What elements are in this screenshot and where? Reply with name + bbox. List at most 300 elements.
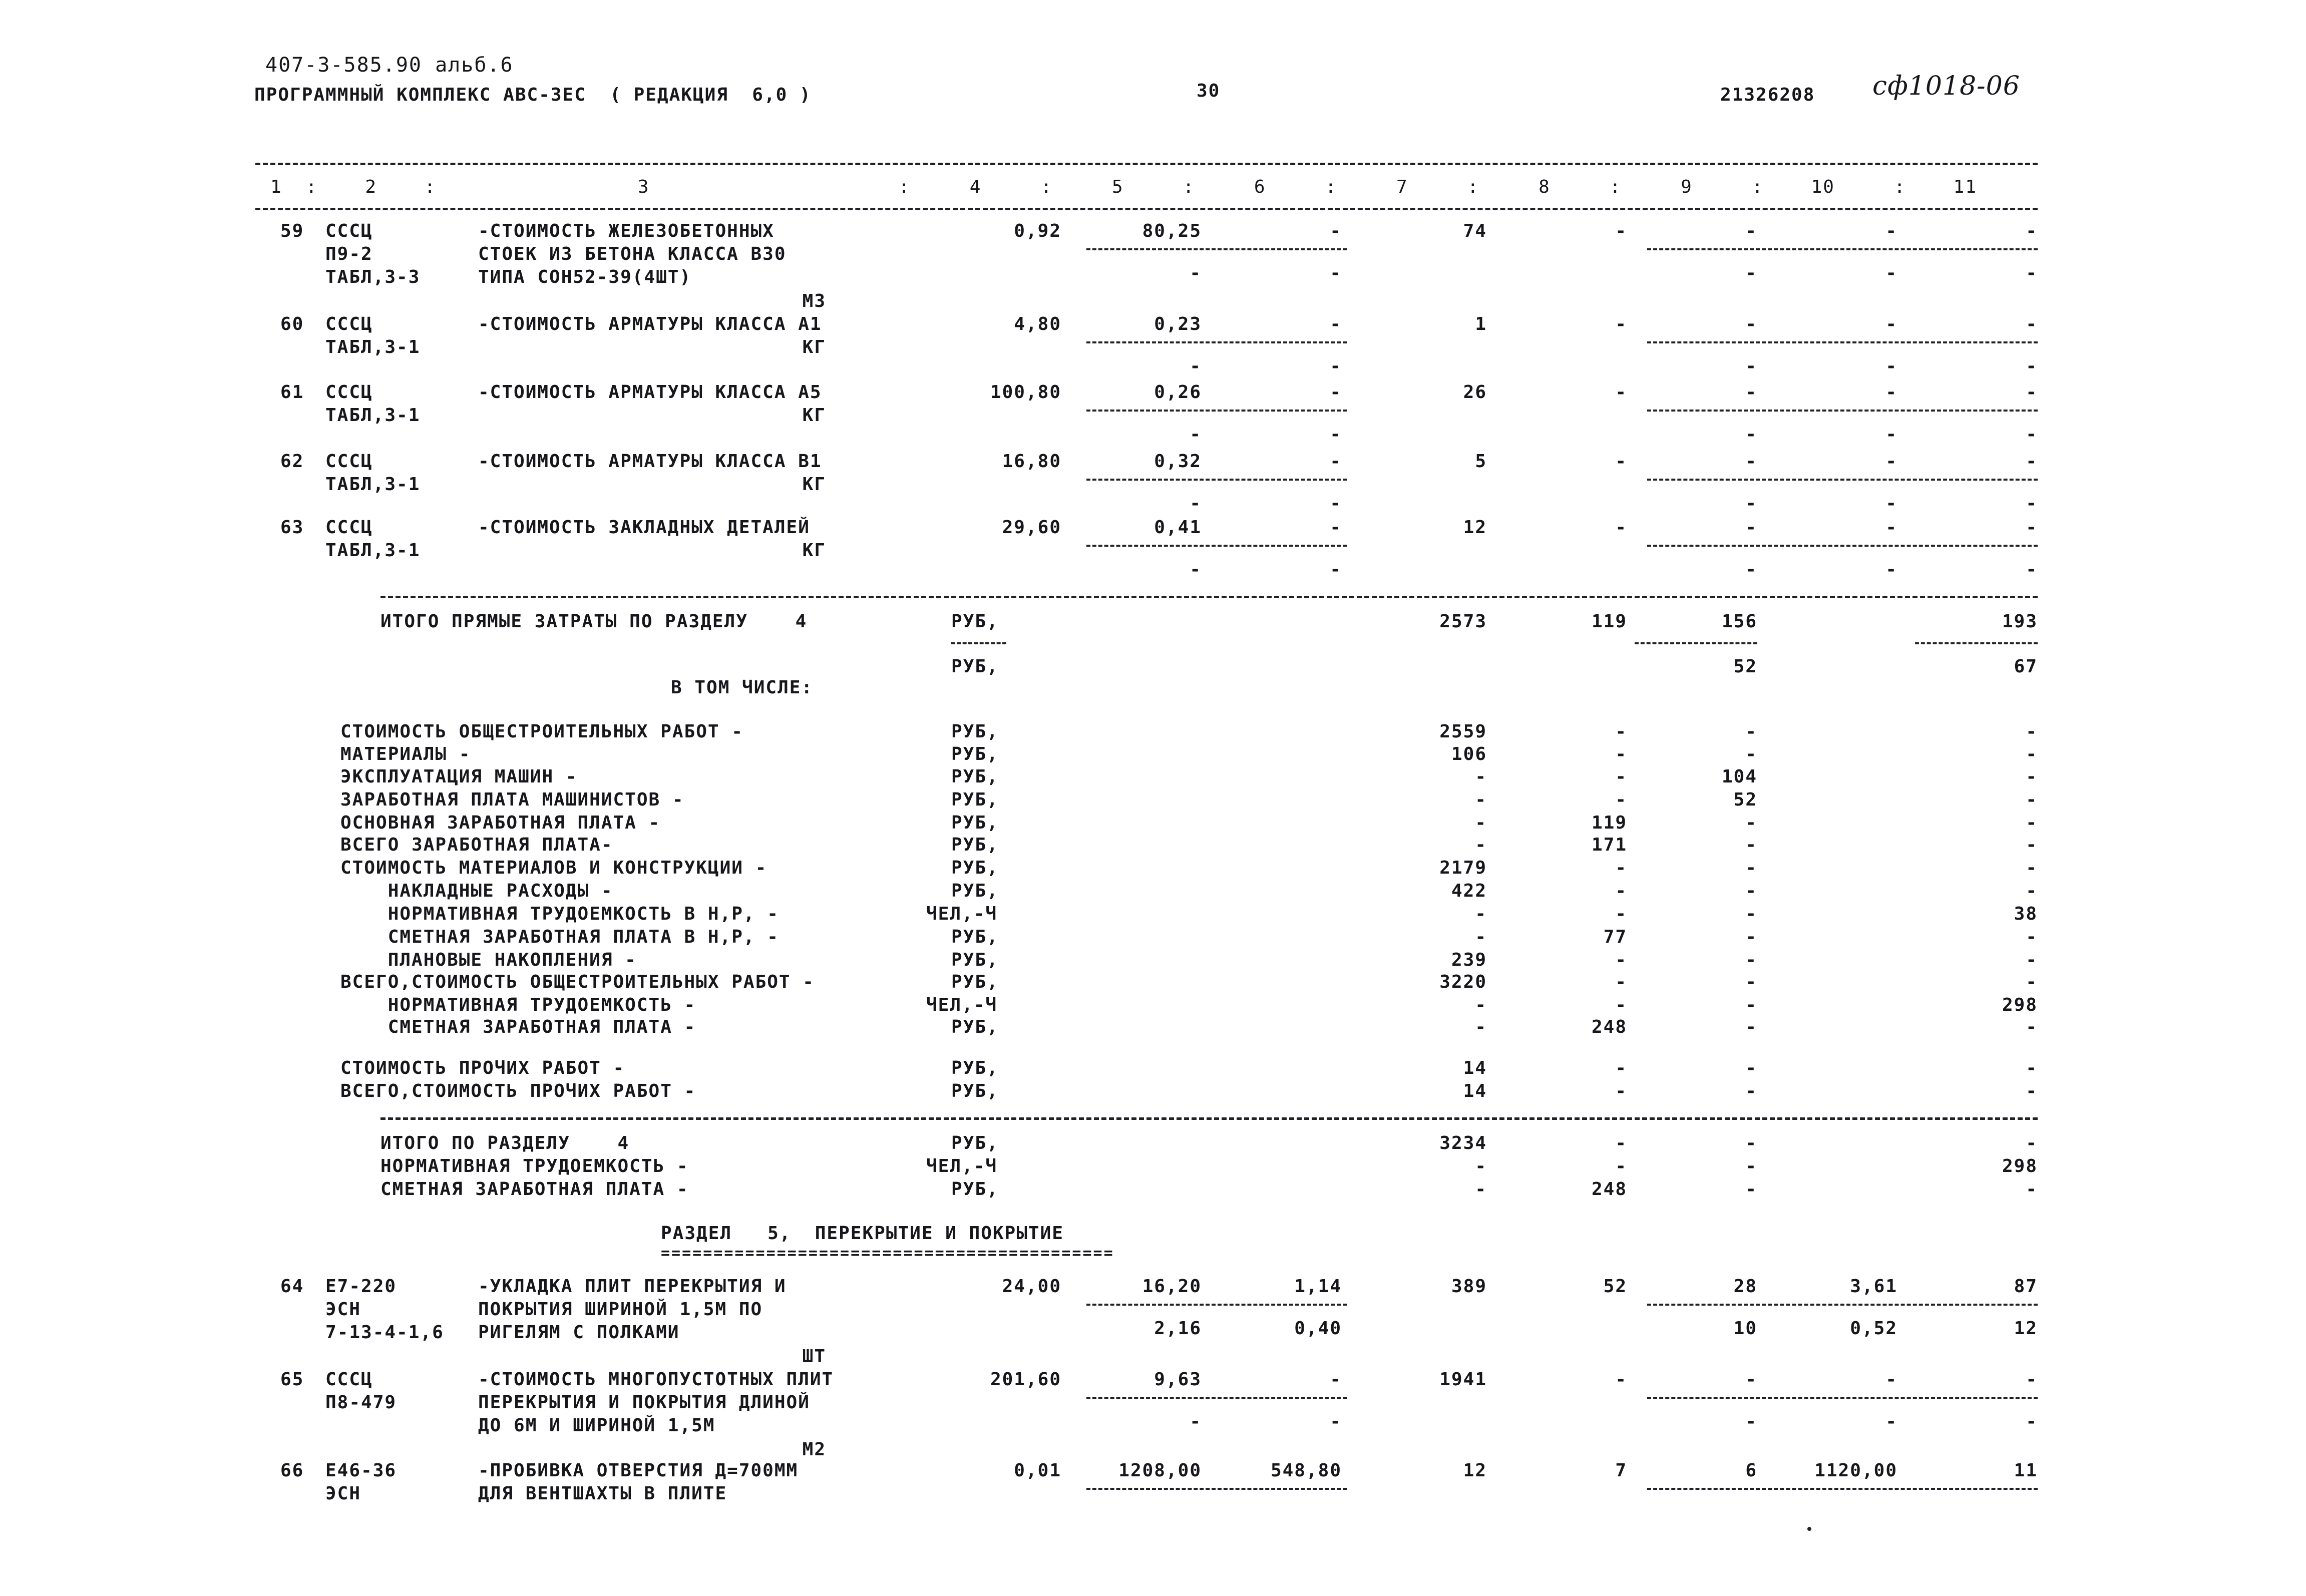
item-code: П9-2 [325,244,373,264]
direct-costs-c11b: 67 [2014,656,2038,677]
cell-underline [1647,545,2038,547]
cell-c10: - [1885,314,1897,334]
album-code: 407-3-585.90 альб.6 [265,54,514,77]
breakdown-c7: - [1475,995,1487,1015]
cell-c9: - [1745,314,1757,334]
cell-underline [1086,545,1347,547]
item-code: ТАБЛ,3-1 [325,540,421,561]
cell-c10: - [1885,382,1897,403]
section-total-c11: - [2026,1179,2038,1200]
breakdown-c11: - [2026,1058,2038,1078]
breakdown-c7: 3220 [1439,972,1487,992]
breakdown-c8: - [1615,995,1627,1015]
cell-c8: - [1615,314,1627,334]
breakdown-c9: - [1745,721,1757,742]
cell-c11: 87 [2014,1276,2038,1297]
breakdown-c9: - [1745,1017,1757,1037]
direct-costs-c7: 2573 [1439,611,1487,632]
breakdown-c7: 14 [1463,1058,1487,1078]
breakdown-c7: 2179 [1439,858,1487,878]
table-top-rule [255,163,2038,165]
cell-underline [1647,1488,2038,1490]
cell-c8: - [1615,451,1627,472]
breakdown-c11: - [2026,789,2038,810]
cell-c8: - [1615,221,1627,241]
item-description: -СТОИМОСТЬ АРМАТУРЫ КЛАССА В1 [478,451,822,472]
breakdown-c7: 239 [1451,950,1487,970]
breakdown-c8: - [1615,1081,1627,1101]
breakdown-unit: РУБ, [951,744,999,764]
item-number: 62 [280,451,304,472]
cell-underline [1086,1304,1347,1306]
document-code: 21326208 [1720,85,1815,105]
breakdown-unit: ЧЕЛ,-Ч [926,904,998,924]
item-unit: КГ [802,405,826,426]
direct-costs-c9b: 52 [1733,656,1757,677]
breakdown-c11: 38 [2014,904,2038,924]
item-code: СССЦ [325,382,373,403]
item-description: ТИПА СОН52-39(4ШТ) [478,267,692,287]
cell-c9: - [1745,1369,1757,1390]
item-description: ДО 6М И ШИРИНОЙ 1,5М [478,1415,715,1436]
cell-c8: 52 [1603,1276,1627,1297]
breakdown-c7: 422 [1451,881,1487,901]
cell-c11: - [2026,382,2038,403]
breakdown-c11: - [2026,1017,2038,1037]
breakdown-c7: - [1475,835,1487,855]
item-description: СТОЕК ИЗ БЕТОНА КЛАССА В30 [478,244,787,264]
cell-c11: - [2026,451,2038,472]
cell-c9-second: - [1745,493,1757,514]
cell-c6: - [1330,382,1342,403]
item-unit: КГ [802,337,826,357]
cell-qty: 201,60 [990,1369,1061,1390]
item-description: -СТОИМОСТЬ АРМАТУРЫ КЛАССА А5 [478,382,822,403]
item-number: 65 [280,1369,304,1390]
unit-underline [951,642,1006,644]
cell-c10: - [1885,451,1897,472]
item-description: ПОКРЫТИЯ ШИРИНОЙ 1,5М ПО [478,1299,763,1320]
item-unit: ШТ [802,1346,826,1367]
cell-c10: - [1885,517,1897,538]
breakdown-c9: - [1745,995,1757,1015]
section-total-label: ИТОГО ПО РАЗДЕЛУ 4 [380,1133,630,1153]
breakdown-c7: - [1475,927,1487,947]
breakdown-c11: - [2026,721,2038,742]
direct-costs-c8: 119 [1591,611,1627,632]
item-number: 60 [280,314,304,334]
breakdown-c8: 77 [1603,927,1627,947]
program-title: ПРОГРАММНЫЙ КОМПЛЕКС АВС-3ЕС ( РЕДАКЦИЯ 6,0 ) [254,85,812,105]
breakdown-label: НАКЛАДНЫЕ РАСХОДЫ - [340,881,613,901]
breakdown-c11: - [2026,835,2038,855]
breakdown-c7: - [1475,1017,1487,1037]
cell-underline [1086,479,1347,481]
breakdown-c8: - [1615,950,1627,970]
breakdown-c8: - [1615,972,1627,992]
breakdown-unit: РУБ, [951,927,999,947]
cell-c5-second: 2,16 [1154,1318,1202,1339]
cell-c9: - [1745,451,1757,472]
breakdown-c11: - [2026,1081,2038,1101]
cell-c10: 3,61 [1850,1276,1897,1297]
cell-underline [1647,248,2038,250]
breakdown-label: ПЛАНОВЫЕ НАКОПЛЕНИЯ - [340,950,637,970]
breakdown-c7: - [1475,766,1487,787]
cell-c5: 16,20 [1142,1276,1202,1297]
breakdown-c9: 52 [1733,789,1757,810]
breakdown-c9: - [1745,835,1757,855]
cell-qty: 29,60 [1002,517,1061,538]
cell-c8: - [1615,1369,1627,1390]
cell-c5-second: - [1190,559,1202,580]
cell-c5: 0,26 [1154,382,1202,403]
breakdown-label: НОРМАТИВНАЯ ТРУДОЕМКОСТЬ - [340,995,696,1015]
direct-costs-c9: 156 [1721,611,1757,632]
breakdown-c9: - [1745,950,1757,970]
item-code: ТАБЛ,3-1 [325,405,421,426]
item-description: РИГЕЛЯМ С ПОЛКАМИ [478,1322,680,1343]
section-total-c9: - [1745,1156,1757,1176]
cell-c9: - [1745,517,1757,538]
breakdown-c8: 171 [1591,835,1627,855]
cell-c6-second: - [1330,559,1342,580]
page-number: 30 [1197,81,1221,101]
section-total-label: СМЕТНАЯ ЗАРАБОТНАЯ ПЛАТА - [380,1179,689,1200]
cell-c5: 0,41 [1154,517,1202,538]
cell-c11: - [2026,1369,2038,1390]
cell-c9-second: - [1745,1411,1757,1432]
cell-qty: 24,00 [1002,1276,1061,1297]
cell-c6: - [1330,517,1342,538]
section5-underline: =========================================== [661,1245,1114,1262]
cell-underline [1647,410,2038,412]
cell-c5: 9,63 [1154,1369,1202,1390]
section-total-rule [380,1117,2038,1120]
breakdown-label: СМЕТНАЯ ЗАРАБОТНАЯ ПЛАТА - [340,1017,696,1037]
breakdown-label: СМЕТНАЯ ЗАРАБОТНАЯ ПЛАТА В Н,Р, - [340,927,779,947]
section-total-c8: - [1615,1156,1627,1176]
cell-qty: 16,80 [1002,451,1061,472]
breakdown-c9: - [1745,1058,1757,1078]
breakdown-c11: - [2026,972,2038,992]
cell-c5-second: - [1190,493,1202,514]
breakdown-c11: - [2026,858,2038,878]
breakdown-c11: 298 [2002,995,2038,1015]
breakdown-c7: - [1475,904,1487,924]
item-unit: М2 [802,1439,826,1460]
breakdown-c8: 248 [1591,1017,1627,1037]
cell-c5: 0,32 [1154,451,1202,472]
breakdown-c7: - [1475,789,1487,810]
breakdown-unit: РУБ, [951,1081,999,1101]
cell-c6: 548,80 [1270,1460,1342,1481]
breakdown-c11: - [2026,766,2038,787]
cell-c11-second: - [2026,356,2038,376]
cell-qty: 100,80 [990,382,1061,403]
cell-c9: - [1745,382,1757,403]
breakdown-c9: - [1745,1081,1757,1101]
cell-c6: - [1330,1369,1342,1390]
breakdown-c11: - [2026,881,2038,901]
section-total-unit: ЧЕЛ,-Ч [926,1156,998,1176]
cell-c9: 28 [1733,1276,1757,1297]
cell-c7: 74 [1463,221,1487,241]
item-description: -СТОИМОСТЬ АРМАТУРЫ КЛАССА А1 [478,314,822,334]
breakdown-unit: РУБ, [951,789,999,810]
breakdown-unit: РУБ, [951,766,999,787]
cell-c9: - [1745,221,1757,241]
item-code: СССЦ [325,221,373,241]
cell-c7: 1941 [1439,1369,1487,1390]
cell-c11-second: - [2026,1411,2038,1432]
item-code: СССЦ [325,314,373,334]
breakdown-unit: РУБ, [951,1058,999,1078]
cell-c11: 11 [2014,1460,2038,1481]
item-code: 7-13-4-1,6 [325,1322,444,1343]
cell-c7: 389 [1451,1276,1487,1297]
item-code: ТАБЛ,3-1 [325,474,421,495]
section-total-c9: - [1745,1179,1757,1200]
cell-c8: - [1615,382,1627,403]
breakdown-c11: - [2026,744,2038,764]
breakdown-c8: - [1615,1058,1627,1078]
cell-c10-second: 0,52 [1850,1318,1897,1339]
c9-underline [1635,642,1757,644]
cell-underline [1086,1488,1347,1490]
cell-c6-second: - [1330,424,1342,445]
cell-c8: 7 [1615,1460,1627,1481]
cell-qty: 4,80 [1014,314,1061,334]
item-code: СССЦ [325,1369,373,1390]
item-unit: КГ [802,474,826,495]
cell-c5: 80,25 [1142,221,1202,241]
item-number: 63 [280,517,304,538]
breakdown-unit: РУБ, [951,1017,999,1037]
section-total-c8: - [1615,1133,1627,1153]
breakdown-c9: - [1745,972,1757,992]
cell-c6-second: 0,40 [1294,1318,1342,1339]
direct-costs-unit2: РУБ, [951,656,999,677]
breakdown-label: ВСЕГО ЗАРАБОТНАЯ ПЛАТА- [340,835,613,855]
header-bottom-rule [255,208,2038,210]
breakdown-c7: - [1475,813,1487,833]
breakdown-label: МАТЕРИАЛЫ - [340,744,471,764]
cell-c6-second: - [1330,263,1342,283]
cell-c5-second: - [1190,424,1202,445]
direct-costs-unit: РУБ, [951,611,999,632]
section-total-c11: 298 [2002,1156,2038,1176]
breakdown-label: СТОИМОСТЬ ПРОЧИХ РАБОТ - [340,1058,625,1078]
item-description: -СТОИМОСТЬ МНОГОПУСТОТНЫХ ПЛИТ [478,1369,834,1390]
item-code: ТАБЛ,3-1 [325,337,421,357]
breakdown-c8: - [1615,789,1627,810]
cell-c9-second: - [1745,356,1757,376]
breakdown-c8: 119 [1591,813,1627,833]
breakdown-c11: - [2026,950,2038,970]
cell-c11: - [2026,221,2038,241]
cell-underline [1647,1304,2038,1306]
section-total-c9: - [1745,1133,1757,1153]
breakdown-unit: ЧЕЛ,-Ч [926,995,998,1015]
section-total-unit: РУБ, [951,1179,999,1200]
cell-c5-second: - [1190,1411,1202,1432]
breakdown-c8: - [1615,721,1627,742]
item-code: СССЦ [325,451,373,472]
breakdown-label: ЗАРАБОТНАЯ ПЛАТА МАШИНИСТОВ - [340,789,684,810]
section-total-label: НОРМАТИВНАЯ ТРУДОЕМКОСТЬ - [380,1156,689,1176]
item-unit: КГ [802,540,826,561]
section-total-c7: - [1475,1156,1487,1176]
cell-c6: - [1330,221,1342,241]
c11-underline [1915,642,2038,644]
cell-c11: - [2026,517,2038,538]
breakdown-c7: 2559 [1439,721,1487,742]
breakdown-c8: - [1615,744,1627,764]
cell-c10-second: - [1885,493,1897,514]
cell-c7: 12 [1463,517,1487,538]
cell-c6: - [1330,314,1342,334]
breakdown-c9: - [1745,881,1757,901]
cell-c7: 5 [1475,451,1487,472]
section5-title: РАЗДЕЛ 5, ПЕРЕКРЫТИЕ И ПОКРЫТИЕ [661,1223,1064,1244]
breakdown-unit: РУБ, [951,813,999,833]
cell-qty: 0,01 [1014,1460,1061,1481]
breakdown-c7: 106 [1451,744,1487,764]
item-code: ЭСН [325,1299,361,1320]
direct-costs-c11: 193 [2002,611,2038,632]
cell-c10-second: - [1885,424,1897,445]
cell-c11-second: - [2026,263,2038,283]
breakdown-label: ЭКСПЛУАТАЦИЯ МАШИН - [340,766,578,787]
item-description: ПЕРЕКРЫТИЯ И ПОКРЫТИЯ ДЛИНОЙ [478,1392,810,1413]
cell-c6-second: - [1330,356,1342,376]
breakdown-label: СТОИМОСТЬ МАТЕРИАЛОВ И КОНСТРУКЦИИ - [340,858,767,878]
item-description: -СТОИМОСТЬ ЗАКЛАДНЫХ ДЕТАЛЕЙ [478,517,810,538]
cell-underline [1086,410,1347,412]
breakdown-c9: - [1745,927,1757,947]
breakdown-c11: - [2026,927,2038,947]
breakdown-c9: - [1745,904,1757,924]
cell-underline [1647,479,2038,481]
cell-c11-second: - [2026,493,2038,514]
breakdown-c9: - [1745,744,1757,764]
cell-c8: - [1615,517,1627,538]
cell-c6: - [1330,451,1342,472]
cell-c5-second: - [1190,263,1202,283]
including-heading: В ТОМ ЧИСЛЕ: [671,677,814,698]
item-number: 59 [280,221,304,241]
item-code: СССЦ [325,517,373,538]
cell-underline [1086,1397,1347,1399]
cell-c10-second: - [1885,559,1897,580]
cell-c7: 1 [1475,314,1487,334]
breakdown-c9: 104 [1721,766,1757,787]
cell-c5: 1208,00 [1118,1460,1202,1481]
item-description: -СТОИМОСТЬ ЖЕЛЕЗОБЕТОННЫХ [478,221,775,241]
breakdown-c8: - [1615,881,1627,901]
cell-underline [1647,341,2038,343]
cell-c11-second: 12 [2014,1318,2038,1339]
cell-c7: 26 [1463,382,1487,403]
item-description: -УКЛАДКА ПЛИТ ПЕРЕКРЫТИЯ И [478,1276,787,1297]
cell-c6: 1,14 [1294,1276,1342,1297]
cell-c9-second: - [1745,559,1757,580]
breakdown-c9: - [1745,858,1757,878]
cell-c10-second: - [1885,1411,1897,1432]
cell-c9: 6 [1745,1460,1757,1481]
breakdown-unit: РУБ, [951,835,999,855]
cell-c9-second: - [1745,263,1757,283]
item-code: П8-479 [325,1392,397,1413]
breakdown-c9: - [1745,813,1757,833]
breakdown-c11: - [2026,813,2038,833]
cell-c7: 12 [1463,1460,1487,1481]
item-number: 66 [280,1460,304,1481]
breakdown-label: ВСЕГО,СТОИМОСТЬ ОБЩЕСТРОИТЕЛЬНЫХ РАБОТ - [340,972,815,992]
section-total-unit: РУБ, [951,1133,999,1153]
cell-c9-second: - [1745,424,1757,445]
cell-c5: 0,23 [1154,314,1202,334]
section-total-c7: - [1475,1179,1487,1200]
breakdown-c8: - [1615,766,1627,787]
column-header-row: 1 : 2 : 3 : 4 : 5 : 6 : 7 : 8 : 9 : 10 : 11 [270,177,1978,197]
cell-underline [1086,248,1347,250]
cell-c9-second: 10 [1733,1318,1757,1339]
cell-c10: - [1885,1369,1897,1390]
section-total-c7: 3234 [1439,1133,1487,1153]
section-total-c8: 248 [1591,1179,1627,1200]
breakdown-unit: РУБ, [951,972,999,992]
cell-c10: - [1885,221,1897,241]
cell-underline [1647,1397,2038,1399]
breakdown-unit: РУБ, [951,858,999,878]
cell-qty: 0,92 [1014,221,1061,241]
breakdown-unit: РУБ, [951,950,999,970]
cell-c10-second: - [1885,356,1897,376]
breakdown-c7: 14 [1463,1081,1487,1101]
item-description: ДЛЯ ВЕНТШАХТЫ В ПЛИТЕ [478,1483,727,1504]
item-code: ТАБЛ,3-3 [325,267,421,287]
cell-c10: 1120,00 [1814,1460,1897,1481]
item-description: -ПРОБИВКА ОТВЕРСТИЯ Д=700ММ [478,1460,799,1481]
item-code: ЭСН [325,1483,361,1504]
section-total-c11: - [2026,1133,2038,1153]
breakdown-c8: - [1615,858,1627,878]
cell-c6-second: - [1330,1411,1342,1432]
handwritten-note: сф1018-06 [1872,71,2020,101]
cell-c11: - [2026,314,2038,334]
breakdown-label: НОРМАТИВНАЯ ТРУДОЕМКОСТЬ В Н,Р, - [340,904,779,924]
cell-underline [1086,341,1347,343]
direct-costs-rule [380,596,2038,598]
breakdown-label: СТОИМОСТЬ ОБЩЕСТРОИТЕЛЬНЫХ РАБОТ - [340,721,743,742]
breakdown-label: ОСНОВНАЯ ЗАРАБОТНАЯ ПЛАТА - [340,813,661,833]
item-code: Е7-220 [325,1276,397,1297]
item-number: 64 [280,1276,304,1297]
cell-c11-second: - [2026,559,2038,580]
item-code: Е46-36 [325,1460,397,1481]
breakdown-unit: РУБ, [951,881,999,901]
cell-c6-second: - [1330,493,1342,514]
breakdown-label: ВСЕГО,СТОИМОСТЬ ПРОЧИХ РАБОТ - [340,1081,696,1101]
breakdown-unit: РУБ, [951,721,999,742]
direct-costs-label: ИТОГО ПРЯМЫЕ ЗАТРАТЫ ПО РАЗДЕЛУ 4 [380,611,808,632]
item-unit: М3 [802,291,826,311]
item-number: 61 [280,382,304,403]
breakdown-c8: - [1615,904,1627,924]
cell-c11-second: - [2026,424,2038,445]
